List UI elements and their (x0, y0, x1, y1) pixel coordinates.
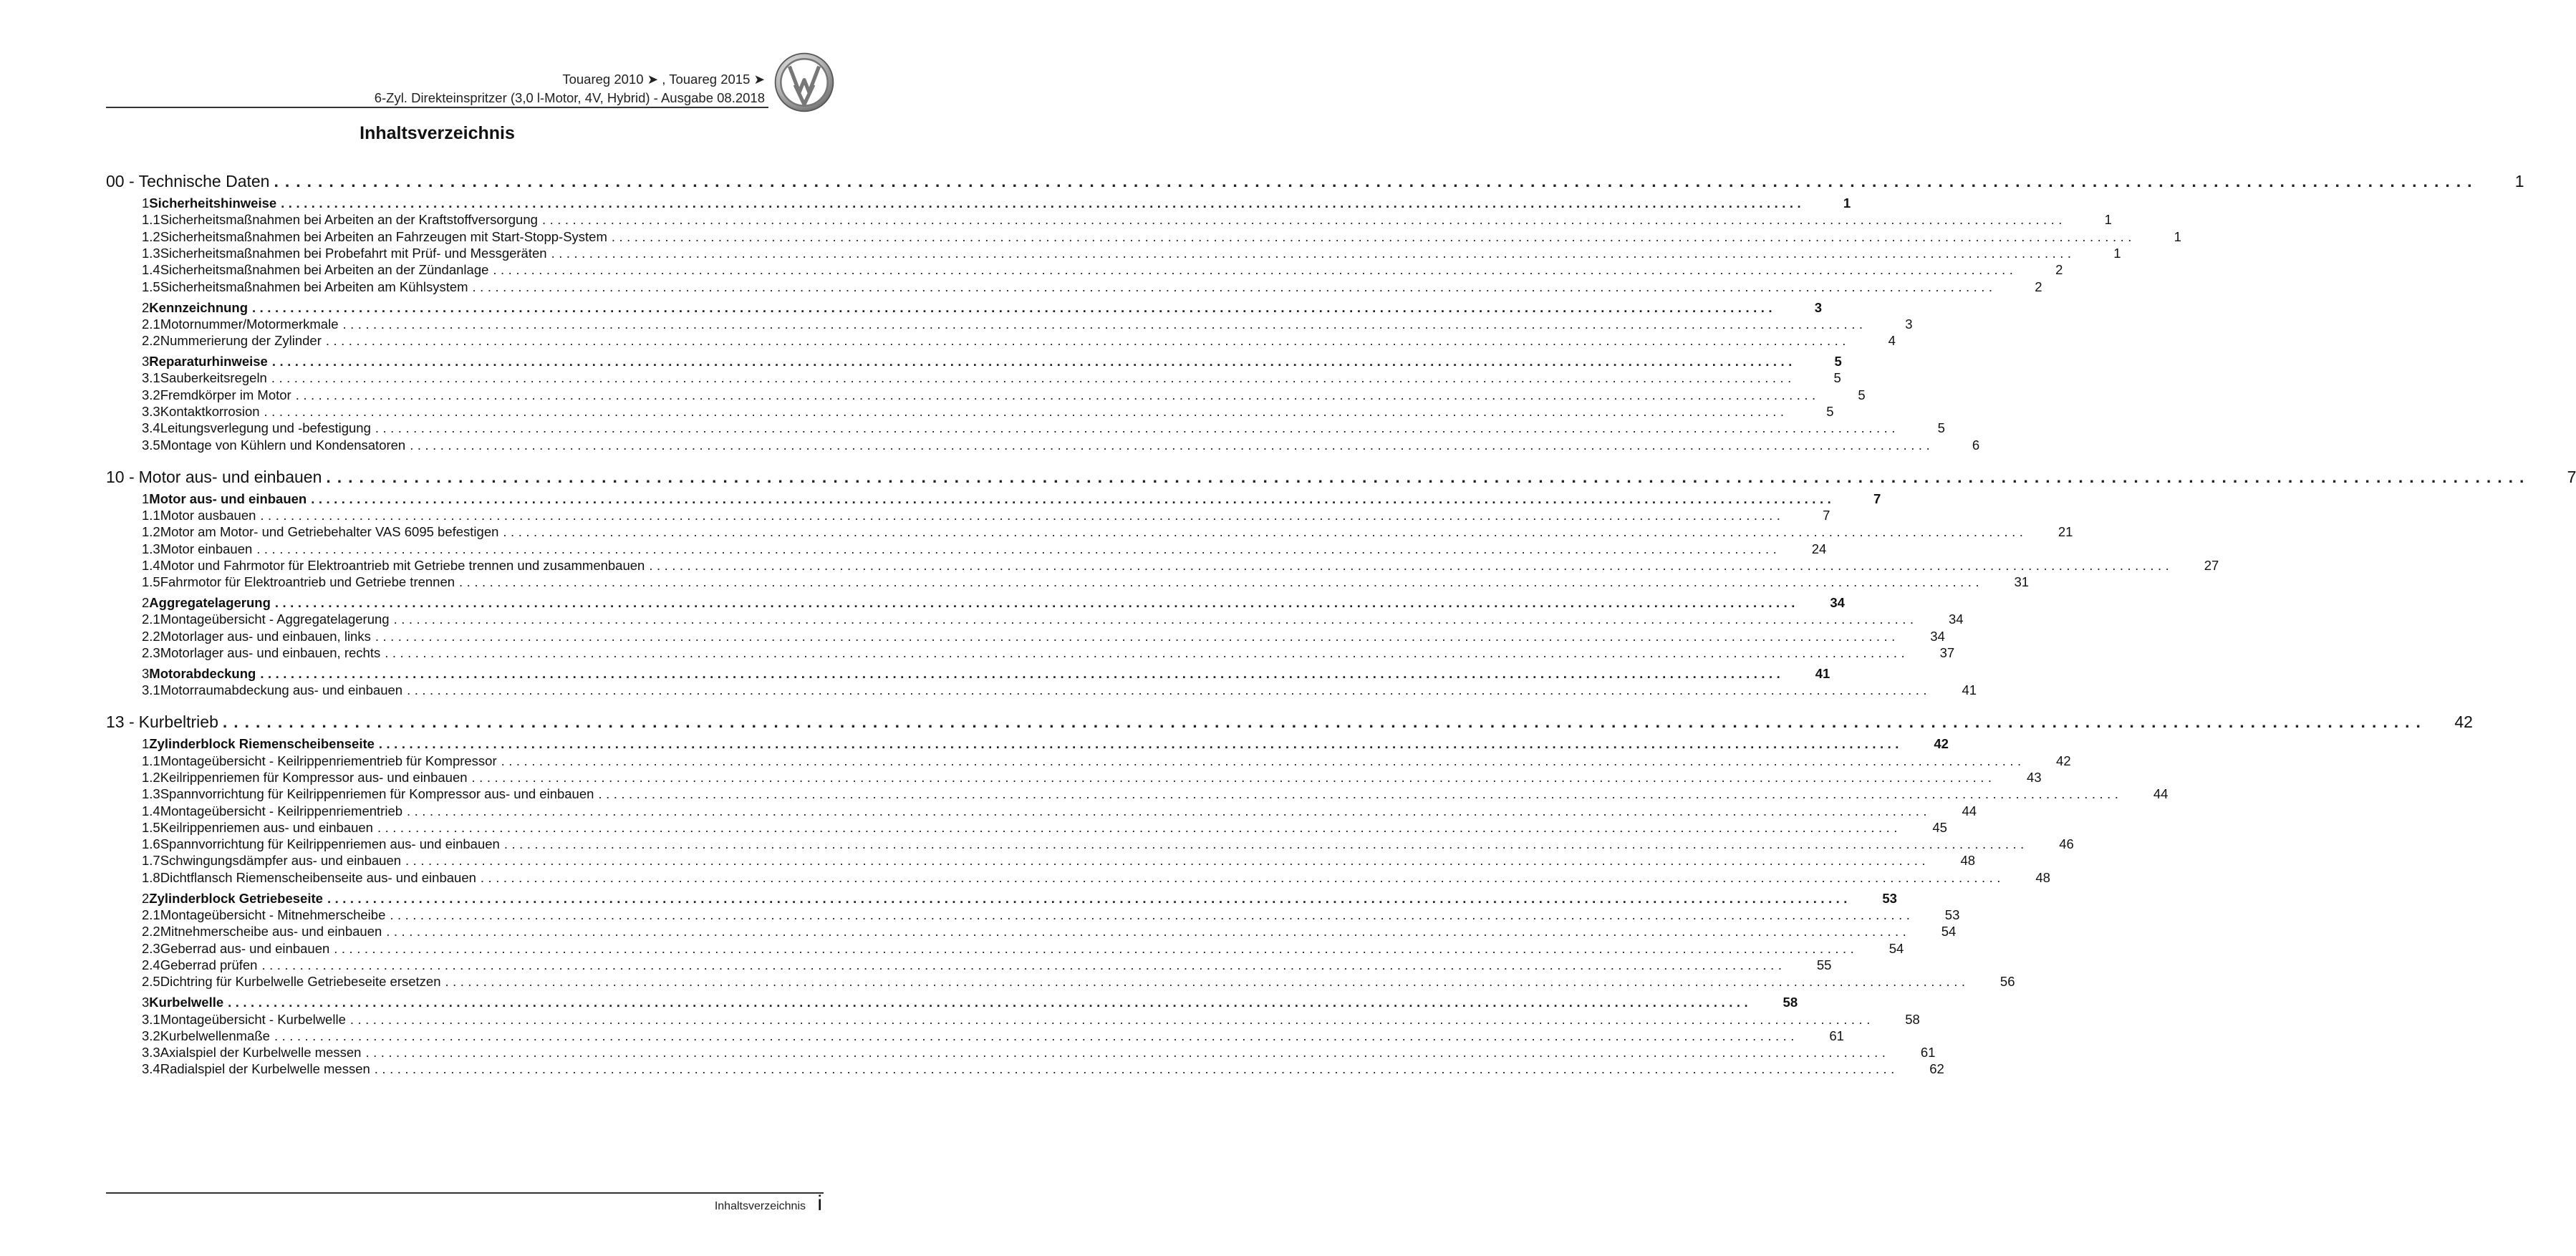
header-model-line: Touareg 2010 ➤ , Touareg 2015 ➤ (562, 72, 765, 87)
toc-entry-number: 3.5 (142, 437, 160, 453)
footer-page-number: i (817, 1192, 822, 1215)
toc-entry-number: 1.3 (142, 245, 160, 261)
toc-entry-page: 1 (1843, 195, 1851, 211)
toc-entry-page: 48 (1960, 853, 1976, 869)
toc-sub-entry[interactable] (106, 507, 1830, 526)
toc-entry-title: Fahrmotor für Elektroantrieb und Getriebe trennen (160, 574, 455, 590)
toc-entry-number: 3 (142, 354, 150, 369)
toc-entry-title: Sicherheitsmaßnahmen bei Arbeiten an der Zündanlage (160, 262, 489, 278)
toc-dot-leader: ........................................................................................................................................................................................................ (472, 279, 1997, 294)
header-divider (106, 107, 768, 108)
toc-entry-page: 58 (1783, 995, 1798, 1010)
toc-entry-title: Kennzeichnung (149, 299, 249, 315)
toc-dot-leader: ........................................................................................................................................................................................................ (334, 940, 1858, 956)
toc-entry-title: Montage von Kühlern und Kondensatoren (160, 437, 406, 453)
toc-entry-page: 2 (2055, 262, 2063, 278)
toc-entry-number: 1.6 (142, 836, 160, 852)
toc-entry-page: 34 (1948, 612, 1964, 627)
toc-entry-page: 1 (2514, 172, 2524, 190)
toc-sub-entry[interactable] (106, 940, 1904, 960)
toc-entry-number: 1.4 (142, 557, 160, 573)
toc-dot-leader: ........................................................................................................................................................................................................ (228, 995, 1752, 1010)
toc-entry-page: 56 (1999, 974, 2015, 990)
toc-entry-number: 3 (142, 666, 150, 681)
toc-entry-title: Motorlager aus- und einbauen, links (160, 628, 371, 644)
toc-dot-leader: ........................................................................................................................................................................................................ (365, 1045, 1890, 1061)
toc-entry-number: 1.8 (142, 869, 160, 885)
toc-dot-leader: ........................................................................................................................................................................................................ (377, 819, 1901, 835)
toc-entry-number: 3.2 (142, 1028, 160, 1043)
toc-entry-title: Mitnehmerscheibe aus- und einbauen (160, 924, 382, 939)
toc-dot-leader: ........................................................................................................................................................................................................ (274, 172, 2479, 190)
toc-sub-entry[interactable] (106, 853, 1976, 871)
toc-entry-page: 41 (1962, 682, 1977, 698)
toc-dot-leader: ........................................................................................................................................................................................................ (342, 316, 1867, 332)
toc-entry-page: 48 (2035, 869, 2050, 885)
toc-entry-number: 2.4 (142, 957, 160, 972)
toc-entry-title: Motorlager aus- und einbauen, rechts (160, 645, 381, 660)
toc-chapter-entry[interactable] (106, 467, 2576, 489)
toc-entry-number: 1.7 (142, 853, 160, 869)
toc-entry-number: 2 (142, 299, 150, 315)
toc-sub-entry[interactable] (106, 753, 2071, 772)
toc-dot-leader: ........................................................................................................................................................................................................ (274, 595, 1799, 611)
toc-dot-leader: ........................................................................................................................................................................................................ (261, 957, 1786, 972)
toc-entry-page: 34 (1930, 628, 1945, 644)
toc-entry-title: Radialspiel der Kurbelwelle messen (160, 1061, 370, 1077)
toc-dot-leader: ........................................................................................................................................................................................................ (385, 645, 1909, 660)
toc-entry-number: 2.5 (142, 974, 160, 990)
toc-dot-leader: ........................................................................................................................................................................................................ (501, 753, 2025, 768)
toc-dot-leader: ........................................................................................................................................................................................................ (325, 333, 1850, 349)
toc-entry-page: 3 (1814, 299, 1823, 315)
toc-entry-title: Motor aus- und einbauen (149, 491, 307, 506)
toc-entry-title: Motor ausbauen (160, 507, 256, 523)
toc-dot-leader: ........................................................................................................................................................................................................ (503, 524, 2027, 540)
toc-entry-page: 7 (2567, 467, 2576, 486)
toc-entry-page: 1 (2104, 212, 2112, 228)
toc-sub-entry[interactable] (106, 1011, 1920, 1030)
toc-sub-entry[interactable] (106, 437, 1980, 456)
toc-entry-page: 6 (1972, 437, 1980, 453)
toc-dot-leader: ........................................................................................................................................................................................................ (252, 299, 1777, 315)
toc-entry-title: Motornummer/Motormerkmale (160, 316, 339, 332)
toc-sub-entry[interactable] (106, 262, 2063, 281)
toc-entry-number: 2.2 (142, 333, 160, 349)
toc-dot-leader: ........................................................................................................................................................................................................ (649, 557, 2174, 573)
toc-entry-title: Schwingungsdämpfer aus- und einbauen (160, 853, 402, 869)
toc-section-entry[interactable] (106, 354, 1842, 372)
toc-sub-entry[interactable] (106, 786, 2169, 805)
toc-entry-number: 3.2 (142, 387, 160, 402)
toc-entry-page: 42 (1934, 736, 1949, 752)
toc-entry-page: 41 (1815, 666, 1830, 681)
toc-dot-leader: ........................................................................................................................................................................................................ (260, 666, 1785, 681)
toc-entry-number: 13 - (106, 712, 135, 732)
toc-entry-title: Dichtflansch Riemenscheibenseite aus- und einbauen (160, 869, 476, 885)
toc-dot-leader: ........................................................................................................................................................................................................ (349, 1011, 1874, 1027)
toc-dot-leader: ........................................................................................................................................................................................................ (551, 245, 2075, 261)
toc-entry-page: 24 (1811, 541, 1827, 556)
toc-entry-number: 1.3 (142, 786, 160, 802)
toc-dot-leader: ........................................................................................................................................................................................................ (410, 437, 1934, 453)
toc-entry-title: Montageübersicht - Kurbelwelle (160, 1011, 346, 1027)
toc-dot-leader: ........................................................................................................................................................................................................ (407, 803, 1931, 818)
toc-dot-leader: ........................................................................................................................................................................................................ (459, 574, 1984, 590)
toc-entry-number: 1 (142, 491, 150, 506)
toc-entry-number: 3.1 (142, 1011, 160, 1027)
toc-entry-title: Sicherheitshinweise (149, 195, 277, 211)
toc-sub-entry[interactable] (106, 245, 2121, 264)
toc-sub-entry[interactable] (106, 228, 2181, 248)
toc-dot-leader: ........................................................................................................................................................................................................ (386, 924, 1911, 939)
toc-entry-title: Technische Daten (138, 172, 270, 190)
toc-section-entry[interactable] (106, 299, 1823, 319)
toc-dot-leader: ........................................................................................................................................................................................................ (405, 853, 1930, 869)
toc-entry-page: 54 (1941, 924, 1957, 939)
toc-entry-title: Nummerierung der Zylinder (160, 333, 322, 349)
toc-entry-page: 58 (1905, 1011, 1920, 1027)
toc-sub-entry[interactable] (106, 420, 1945, 439)
toc-entry-title: Geberrad aus- und einbauen (160, 940, 330, 956)
toc-sub-entry[interactable] (106, 645, 1955, 664)
toc-entry-page: 53 (1882, 890, 1897, 906)
toc-entry-number: 3 (142, 995, 150, 1010)
toc-entry-page: 45 (1932, 819, 1947, 835)
toc-dot-leader: ........................................................................................................................................................................................................ (271, 354, 1796, 369)
toc-sub-entry[interactable] (106, 387, 1866, 406)
toc-dot-leader: ........................................................................................................................................................................................................ (260, 507, 1785, 523)
toc-sub-entry[interactable] (106, 574, 2030, 593)
toc-entry-number: 2.3 (142, 940, 160, 956)
toc-entry-page: 44 (2153, 786, 2169, 802)
toc-entry-number: 1.1 (142, 507, 160, 523)
toc-section-entry[interactable] (106, 195, 1851, 214)
toc-entry-number: 1.5 (142, 574, 160, 590)
toc-entry-title: Dichtring für Kurbelwelle Getriebeseite ersetzen (160, 974, 441, 990)
toc-dot-leader: ........................................................................................................................................................................................................ (503, 836, 2028, 852)
toc-entry-number: 1.1 (142, 753, 160, 768)
toc-dot-leader: ........................................................................................................................................................................................................ (375, 420, 1899, 436)
toc-dot-leader: ........................................................................................................................................................................................................ (445, 974, 1969, 990)
toc-sub-entry[interactable] (106, 1045, 1936, 1063)
toc-sub-entry[interactable] (106, 974, 2015, 992)
toc-entry-page: 43 (2026, 769, 2042, 785)
toc-entry-number: 1.5 (142, 819, 160, 835)
toc-entry-title: Kurbeltrieb (138, 712, 218, 732)
toc-entry-title: Aggregatelagerung (149, 595, 271, 611)
toc-entry-title: Zylinderblock Riemenscheibenseite (149, 736, 375, 752)
toc-dot-leader: ........................................................................................................................................................................................................ (378, 736, 1903, 752)
toc-section-entry[interactable] (106, 595, 1845, 614)
toc-entry-title: Keilrippenriemen für Kompressor aus- und einbauen (160, 769, 468, 785)
toc-section-entry[interactable] (106, 736, 1949, 755)
toc-dot-leader: ........................................................................................................................................................................................................ (274, 1028, 1798, 1043)
toc-entry-number: 3.4 (142, 420, 160, 436)
toc-entry-page: 3 (1905, 316, 1913, 332)
toc-entry-title: Motorraumabdeckung aus- und einbauen (160, 682, 403, 698)
toc-entry-page: 37 (1939, 645, 1955, 660)
toc-dot-leader: ........................................................................................................................................................................................................ (311, 491, 1835, 506)
toc-entry-page: 1 (2113, 245, 2121, 261)
toc-sub-entry[interactable] (106, 769, 2042, 788)
toc-entry-title: Montageübersicht - Aggregatelagerung (160, 612, 390, 627)
toc-sub-entry[interactable] (106, 628, 1945, 647)
toc-entry-number: 3.1 (142, 370, 160, 386)
toc-entry-page: 5 (1834, 354, 1842, 369)
toc-entry-page: 34 (1830, 595, 1845, 611)
footer-label: Inhaltsverzeichnis (714, 1200, 806, 1212)
toc-entry-number: 2.1 (142, 316, 160, 332)
toc-entry-page: 1 (2174, 228, 2181, 244)
toc-entry-number: 1.4 (142, 262, 160, 278)
toc-sub-entry[interactable] (106, 370, 1841, 389)
toc-dot-leader: ........................................................................................................................................................................................................ (327, 890, 1851, 906)
header-engine-line: 6-Zyl. Direkteinspritzer (3,0 l-Motor, 4V, Hybrid) - Ausgabe 08.2018 (374, 90, 765, 105)
toc-sub-entry[interactable] (106, 836, 2074, 855)
toc-sub-entry[interactable] (106, 1028, 1844, 1047)
toc-dot-leader: ........................................................................................................................................................................................................ (541, 212, 2066, 228)
toc-entry-number: 2.2 (142, 628, 160, 644)
toc-entry-title: Motor und Fahrmotor für Elektroantrieb mit Getriebe trennen und zusammenbauen (160, 557, 645, 573)
toc-section-entry[interactable] (106, 890, 1897, 909)
toc-entry-page: 21 (2058, 524, 2073, 540)
toc-entry-page: 5 (1858, 387, 1866, 402)
toc-dot-leader: ........................................................................................................................................................................................................ (222, 712, 2427, 732)
toc-section-entry[interactable] (106, 995, 1798, 1013)
toc-dot-leader: ........................................................................................................................................................................................................ (598, 786, 2123, 802)
toc-entry-page: 31 (2014, 574, 2030, 590)
toc-entry-title: Spannvorrichtung für Keilrippenriemen aus- und einbauen (160, 836, 500, 852)
toc-sub-entry[interactable] (106, 803, 1977, 822)
toc-entry-page: 61 (1829, 1028, 1844, 1043)
toc-entry-number: 00 - (106, 172, 135, 190)
toc-chapter-entry[interactable] (106, 712, 2473, 734)
toc-entry-title: Motor einbauen (160, 541, 253, 556)
toc-entry-title: Kurbelwelle (149, 995, 224, 1010)
toc-entry-page: 5 (1833, 370, 1841, 386)
toc-entry-page: 46 (2059, 836, 2074, 852)
toc-entry-page: 62 (1929, 1061, 1944, 1077)
toc-sub-entry[interactable] (106, 524, 2073, 543)
toc-entry-page: 2 (2035, 279, 2042, 294)
toc-entry-title: Reparaturhinweise (149, 354, 268, 369)
toc-entry-title: Sicherheitsmaßnahmen bei Probefahrt mit Prüf- und Messgeräten (160, 245, 547, 261)
toc-entry-title: Zylinderblock Getriebeseite (149, 890, 323, 906)
toc-sub-entry[interactable] (106, 924, 1957, 942)
toc-sub-entry[interactable] (106, 612, 1964, 630)
toc-entry-number: 1.4 (142, 803, 160, 818)
toc-sub-entry[interactable] (106, 212, 2112, 231)
toc-entry-number: 2 (142, 595, 150, 611)
toc-sub-entry[interactable] (106, 333, 1896, 352)
toc-sub-entry[interactable] (106, 557, 2219, 576)
toc-entry-number: 1.2 (142, 228, 160, 244)
toc-dot-leader: ........................................................................................................................................................................................................ (407, 682, 1931, 698)
toc-entry-title: Axialspiel der Kurbelwelle messen (160, 1045, 362, 1061)
toc-entry-page: 7 (1823, 507, 1830, 523)
toc-entry-page: 42 (2454, 712, 2473, 732)
toc-entry-title: Sicherheitsmaßnahmen bei Arbeiten an der Kraftstoffversorgung (160, 212, 538, 228)
toc-chapter-entry[interactable] (106, 172, 2524, 193)
toc-entry-title: Motor am Motor- und Getriebehalter VAS 6095 befestigen (160, 524, 499, 540)
toc-dot-leader: ........................................................................................................................................................................................................ (264, 404, 1788, 419)
toc-entry-title: Keilrippenriemen aus- und einbauen (160, 819, 373, 835)
toc-sub-entry[interactable] (106, 404, 1834, 422)
toc-dot-leader: ........................................................................................................................................................................................................ (295, 387, 1820, 402)
toc-entry-number: 1.2 (142, 769, 160, 785)
footer-divider (106, 1192, 824, 1194)
toc-dot-leader: ........................................................................................................................................................................................................ (374, 1061, 1899, 1077)
vw-logo-icon (773, 52, 835, 113)
toc-entry-title: Kontaktkorrosion (160, 404, 260, 419)
toc-entry-number: 1 (142, 195, 150, 211)
toc-sub-entry[interactable] (106, 279, 2042, 298)
toc-entry-page: 61 (1920, 1045, 1936, 1061)
toc-dot-leader: ........................................................................................................................................................................................................ (393, 612, 1918, 627)
toc-dot-leader: ........................................................................................................................................................................................................ (256, 541, 1781, 556)
toc-entry-page: 44 (1962, 803, 1977, 818)
toc-entry-title: Sicherheitsmaßnahmen bei Arbeiten an Fahrzeugen mit Start-Stopp-System (160, 228, 607, 244)
toc-entry-number: 1.1 (142, 212, 160, 228)
toc-entry-number: 3.4 (142, 1061, 160, 1077)
toc-entry-page: 55 (1816, 957, 1832, 972)
toc-entry-title: Kurbelwellenmaße (160, 1028, 270, 1043)
toc-entry-number: 3.3 (142, 404, 160, 419)
toc-entry-page: 54 (1888, 940, 1904, 956)
toc-entry-title: Sicherheitsmaßnahmen bei Arbeiten am Kühlsystem (160, 279, 468, 294)
toc-sub-entry[interactable] (106, 869, 2050, 889)
toc-entry-page: 5 (1937, 420, 1945, 436)
toc-section-entry[interactable] (106, 666, 1830, 685)
toc-section-entry[interactable] (106, 491, 1881, 510)
toc-dot-leader: ........................................................................................................................................................................................................ (375, 628, 1899, 644)
toc-entry-number: 3.1 (142, 682, 160, 698)
toc-entry-number: 2 (142, 890, 150, 906)
toc-entry-number: 2.1 (142, 612, 160, 627)
toc-entry-number: 1 (142, 736, 150, 752)
toc-dot-leader: ........................................................................................................................................................................................................ (390, 907, 1914, 922)
toc-dot-leader: ........................................................................................................................................................................................................ (611, 228, 2136, 244)
toc-sub-entry[interactable] (106, 541, 1827, 560)
toc-entry-number: 2.2 (142, 924, 160, 939)
toc-entry-number: 1.2 (142, 524, 160, 540)
toc-entry-title: Spannvorrichtung für Keilrippenriemen für Kompressor aus- und einbauen (160, 786, 594, 802)
toc-entry-title: Geberrad prüfen (160, 957, 258, 972)
toc-entry-number: 2.3 (142, 645, 160, 660)
toc-entry-page: 53 (1944, 907, 1960, 922)
toc-entry-number: 3.3 (142, 1045, 160, 1061)
toc-sub-entry[interactable] (106, 1061, 1944, 1080)
toc-entry-page: 27 (2204, 557, 2219, 573)
toc-entry-page: 5 (1826, 404, 1834, 419)
toc-sub-entry[interactable] (106, 957, 1832, 976)
toc-sub-entry[interactable] (106, 907, 1960, 926)
toc-sub-entry[interactable] (106, 819, 1947, 839)
toc-entry-title: Montageübersicht - Keilrippenriementrieb für Kompressor (160, 753, 497, 768)
toc-dot-leader: ........................................................................................................................................................................................................ (471, 769, 1996, 785)
toc-entry-title: Motor aus- und einbauen (138, 467, 322, 486)
toc-entry-number: 1.3 (142, 541, 160, 556)
toc-entry-number: 2.1 (142, 907, 160, 922)
toc-entry-title: Motorabdeckung (149, 666, 256, 681)
toc-entry-page: 7 (1873, 491, 1881, 506)
page-title: Inhaltsverzeichnis (360, 123, 515, 143)
toc-entry-page: 42 (2056, 753, 2071, 768)
toc-entry-number: 1.5 (142, 279, 160, 294)
toc-entry-title: Sauberkeitsregeln (160, 370, 267, 386)
toc-dot-leader: ........................................................................................................................................................................................................ (271, 370, 1795, 386)
toc-dot-leader: ........................................................................................................................................................................................................ (480, 869, 2005, 885)
toc-dot-leader: ........................................................................................................................................................................................................ (493, 262, 2017, 278)
toc-entry-page: 4 (1888, 333, 1896, 349)
toc-sub-entry[interactable] (106, 316, 1913, 335)
toc-entry-title: Montageübersicht - Keilrippenriementrieb (160, 803, 403, 818)
toc-entry-title: Leitungsverlegung und -befestigung (160, 420, 371, 436)
toc-dot-leader: ........................................................................................................................................................................................................ (326, 467, 2531, 486)
toc-entry-number: 10 - (106, 467, 135, 486)
toc-sub-entry[interactable] (106, 682, 1977, 701)
toc-entry-title: Montageübersicht - Mitnehmerscheibe (160, 907, 386, 922)
toc-entry-title: Fremdkörper im Motor (160, 387, 291, 402)
toc-dot-leader: ........................................................................................................................................................................................................ (281, 195, 1805, 211)
